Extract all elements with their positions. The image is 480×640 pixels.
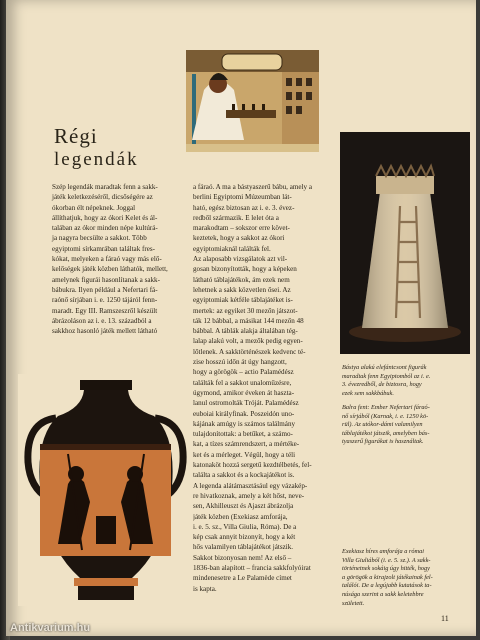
body-text-line: sen, Akhilleuszt és Ajaszt ábrázolja — [193, 502, 294, 511]
caption-tower — [342, 364, 466, 398]
body-text-line: Az alaposabb vizsgálatok azt vil- — [193, 255, 288, 264]
body-text-line: mindenesetre a Le Palamède címet — [193, 574, 292, 583]
text-column-1 — [52, 182, 188, 336]
body-text-line: amelynek figurái hasonlítanak a sakk- — [52, 275, 160, 284]
body-text-line: lanul ostromolták Tróját. Palamédész — [193, 399, 299, 408]
body-text-line: úgymond, amikor éveken át haszta- — [193, 388, 295, 397]
body-text-line: ja nagyra becsülte a sakkot. Több — [52, 234, 147, 243]
body-text-line: kelőségek játék közben láthatók, mellett, — [52, 265, 168, 274]
body-text-line: bábukra. Ilyen például a Nefertari fá- — [52, 285, 158, 294]
body-text-line: tulajdonítottak: a betűket, a számo- — [193, 430, 293, 439]
body-text-line: is kapta. — [193, 584, 217, 593]
body-text-line: játék keletkezéséről, dicsőségére az — [52, 193, 153, 202]
caption-line: ezek sem sakkbábuk. — [342, 389, 394, 397]
body-text-line: keztetek, hogy a sakkot az ókori — [193, 234, 285, 243]
body-text-line: euboiai királyfinak. Poszeidón uno- — [193, 409, 295, 418]
text-column-2 — [193, 182, 328, 594]
body-text-line: lehetnek a sakk közvetlen ősei. Az — [193, 285, 291, 294]
body-text-line: egyiptomiaknál találták fel. — [193, 244, 271, 253]
body-text-line: Sakkot bizonyosan nem! Az első – — [193, 553, 292, 562]
body-text-line: bábbal. A táblák alakja általában tég- — [193, 327, 298, 336]
body-text-line: raónő sírjában i. e. 1250 tájáról fenn- — [52, 296, 158, 305]
body-text-line: berlini Egyiptomi Múzeumban lát- — [193, 193, 292, 202]
body-text-line: 1836-ban alapított – francia sakkfolyóirat — [193, 563, 311, 572]
body-text-line: talában az ókor minden népe kultúrá- — [52, 224, 158, 233]
caption-line: maradtak fenn Egyiptomból az i. e. — [342, 372, 431, 380]
caption-line: találói. De a legújabb kutatások ta- — [342, 582, 432, 590]
caption-line: Exekiasz híres amforája a római — [342, 548, 424, 555]
body-text-line: ókorban élt népeknek. Joggal — [52, 203, 136, 212]
body-text-line: találták fel a sakkot unaloműzésre, — [193, 378, 292, 387]
caption-line: táblajátékot játszik, amelyben bás- — [342, 429, 430, 437]
body-text-line: marakodtam – sokszor erre követ- — [193, 224, 290, 233]
body-text-line: játék közben (Exekiasz amforája, — [193, 512, 288, 521]
caption-line: a görögök a kirajzolt játékainak fel- — [342, 573, 433, 581]
title-line2: legendák — [54, 149, 139, 170]
title-line1: Régi — [54, 124, 98, 148]
page-title — [54, 124, 204, 172]
caption-line: 3. évezredből, de biztosra, hogy — [342, 381, 422, 389]
body-text-line: hős valamilyen táblajátékot játszik. — [193, 543, 294, 552]
body-text-line: kókat, melyeken a fáraó vagy más elő- — [52, 255, 162, 264]
caption-line: núsága szerint a sakk keletebbre — [342, 590, 424, 598]
body-text-line: maradt. Egy III. Ramszeszről készült — [52, 306, 158, 315]
body-text-line: hogy a görögök – actio Palamédész — [193, 368, 294, 377]
caption-vase — [342, 548, 466, 608]
body-text-line: sakkhoz hasonló játék mellett látható — [52, 327, 158, 336]
body-text-line: kép csak annyit bizonyít, hogy a két — [193, 533, 296, 542]
body-text-line: találta a sakkot és a kockajátékot is. — [193, 471, 295, 480]
caption-line: rül). Az utókor-dámi valamilyen — [342, 421, 423, 429]
caption-line: nő sírjából (Karnak, i. e. 1250 kö- — [342, 412, 429, 420]
caption-line: történetnek sokáig úgy hitték, hogy — [342, 565, 430, 573]
page-number: 11 — [441, 614, 449, 623]
body-text-line: mertek: az egyiket 30 mezőn játszot- — [193, 306, 298, 315]
body-text-line: kájának amúgy is számos találmány — [193, 419, 296, 428]
caption-fresco — [342, 404, 466, 447]
body-text-line: gosan bizonyították, hogy a képeken — [193, 265, 297, 274]
fresco-photo — [186, 50, 319, 152]
caption-line: tyaszerű figurákat is használtak. — [342, 438, 424, 446]
body-text-line: egyiptomi sírkamrában találtak fres- — [52, 244, 156, 253]
watermark: Antikvarium.hu — [10, 622, 91, 634]
body-text-line: zise hosszú időn át úgy hangzott, — [193, 358, 287, 367]
body-text-line: Szép legendák maradtak fenn a sakk- — [52, 183, 158, 191]
body-text-line: lőtlenek. A sakktörténészek kedvenc té- — [193, 347, 306, 356]
body-text-line: i. e. 5. sz., Villa Giulia, Róma). De a — [193, 522, 297, 531]
body-text-line: ábrázoláson az i. e. 13. századból a — [52, 316, 152, 325]
body-text-line: egyiptomiak kétféle táblajátéket is- — [193, 296, 293, 305]
tower-figure-photo — [340, 132, 470, 354]
body-text-line: redből származik. E lelet óta a — [193, 213, 279, 222]
body-text-line: ható, egész biztosan az i. e. 3. évez- — [193, 203, 295, 212]
body-text-line: ták 12 bábbal, a másikat 144 mezőn 48 — [193, 316, 304, 325]
caption-line: született. — [342, 599, 365, 607]
body-text-line: kat, a tízes számrendszert, a mértéke- — [193, 440, 300, 449]
caption-line: Bástya alakú elefántcsont figurák — [342, 364, 427, 371]
body-text-line: re hivatkoznak, amely a két hőst, neve- — [193, 491, 305, 500]
body-text-line: katonaköt hozzá sergetű kezdtélbetés, fel- — [193, 461, 312, 470]
body-text-line: ket és a mérleget. Végül, hogy a téli — [193, 450, 296, 459]
caption-line: Balra fent: Ember Nefertari fáraó- — [342, 404, 430, 411]
amphora-photo — [18, 374, 193, 606]
caption-line: Villa Giuliából (i. e. 5. sz.). A sakk- — [342, 556, 431, 564]
body-text-line: A legenda alátámasztásául egy vázakép- — [193, 481, 308, 490]
body-text-line: látható táblajátékok, ám ezek nem — [193, 275, 290, 284]
body-text-line: a fáraó. A ma a bástyaszerű bábu, amely a — [193, 183, 312, 191]
body-text-line: lalap alakú volt, a mezők pedig egyen- — [193, 337, 303, 346]
body-text-line: állíthatjuk, hogy az ókori Kelet és ál- — [52, 213, 158, 222]
